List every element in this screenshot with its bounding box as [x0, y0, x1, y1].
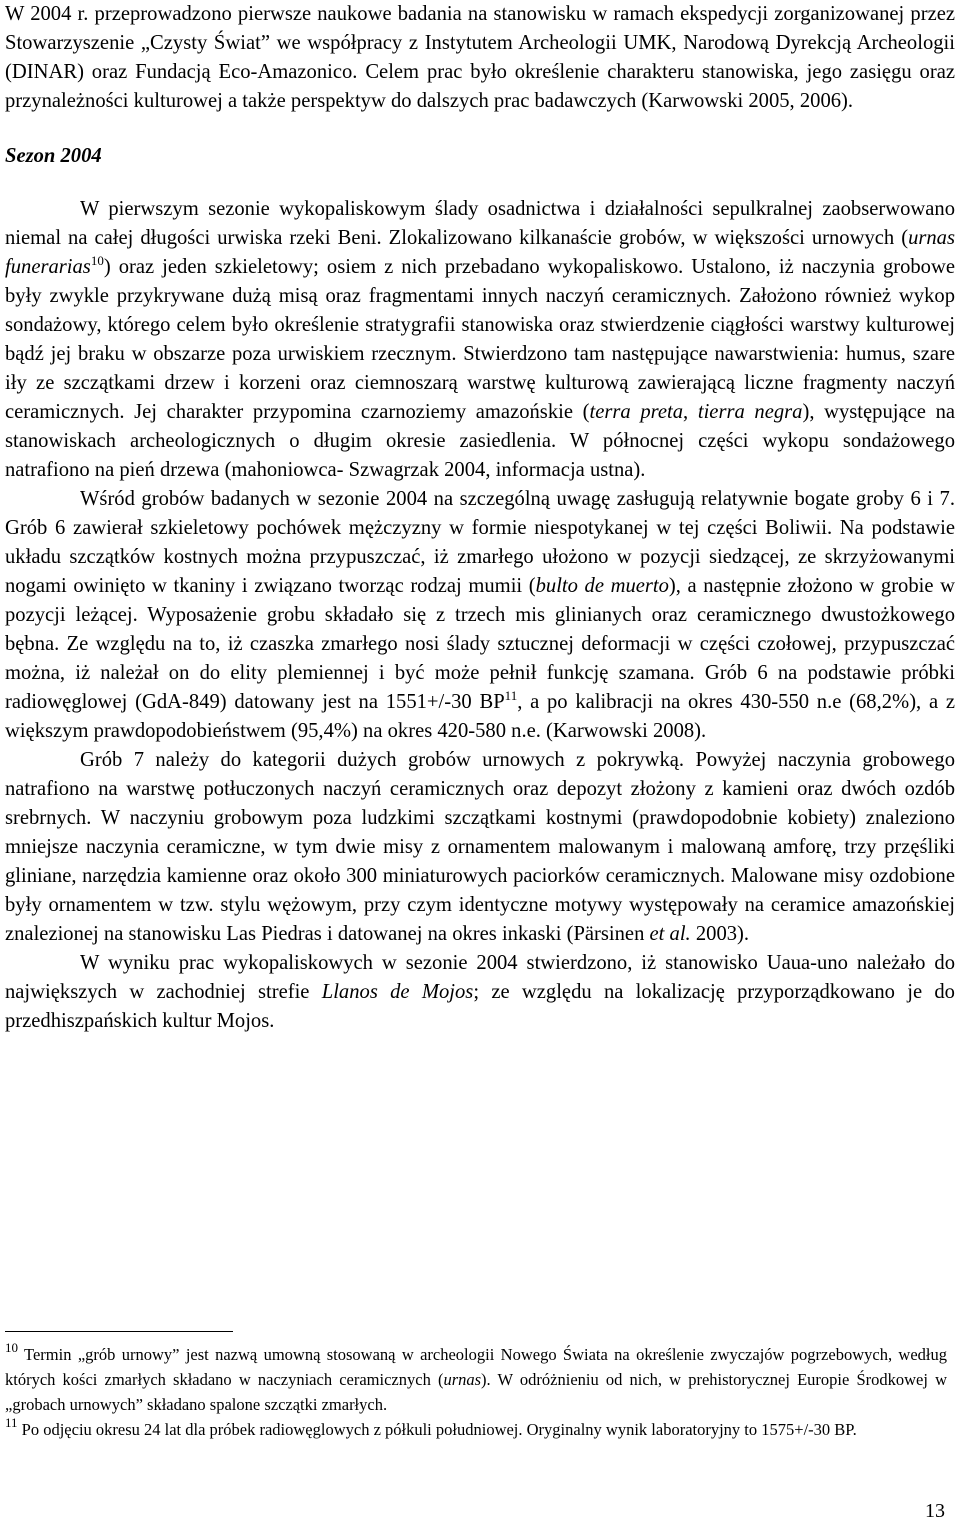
footnote-number: 11 [5, 1415, 18, 1430]
paragraph-grave-7 [5, 746, 955, 949]
text-run: ). W odróżnieniu od nich, w prehistorycznej Europie Środkowej w „grobach urnowych” składano spalone szczątki zmarłych. [5, 1370, 947, 1414]
text-run: 2003). [690, 923, 750, 945]
text-run: Termin „grób urnowy” jest nazwą umowną stosowaną w archeologii Nowego Świata na określenie zwyczajów pogrzebowych, według których kości zmarłych składano w naczyniach ceramicznych ( [5, 1345, 947, 1389]
text-run: Wśród grobów badanych w sezonie 2004 na szczególną uwagę zasługują relatywnie bogate groby 6 i 7. Grób 6 zawierał szkieletowy pochówek mężczyzny w formie niespotykanej w tej części Boliwii. Na podstawie układu szczątków kostnych można przypuszczać, iż zmarłego ułożono w pozycji siedzącej, ze skrzyżowanymi nogami owinięto w tkaniny i związano tworząc rodzaj mumii ( [5, 488, 955, 597]
text-run: ) oraz jeden szkieletowy; osiem z nich przebadano wykopaliskowo. Ustalono, iż naczynia grobowe były zwykle przykrywane dużą misą oraz fragmentami innych naczyń ceramicznych. Założono również wykop sondażowy, którego celem było określenie stratygrafii stanowiska oraz stwierdzenie ciągłości warstwy kulturowej bądź jej braku w obszarze poza urwiskiem rzecznym. Stwierdzono tam następujące nawarstwienia: humus, szare iły ze szczątkami drzew i korzeni oraz ciemnoszarą warstwę kulturową zawierającą liczne fragmenty naczyń ceramicznych. Jej charakter przypomina czarnoziemy amazońskie ( [5, 256, 955, 423]
paragraph-intro [5, 0, 955, 116]
footnotes [5, 1342, 947, 1442]
paragraph-grave-6 [5, 485, 955, 746]
paragraph-season-findings [5, 195, 955, 485]
text-run: , a po kalibracji na okres 430-550 n.e (68,2%), a z większym prawdopodobieństwem (95,4%) na okres 420-580 n.e. (Karwowski 2008). [5, 691, 955, 742]
text-run: ; ze względu na lokalizację przyporządkowano je do przedhiszpańskich kultur Mojos. [5, 981, 955, 1032]
footnote-ref-10[interactable]: 10 [90, 253, 104, 268]
page-number: 13 [925, 1500, 945, 1522]
text-run: ), a następnie złożono w grobie w pozycji leżącej. Wyposażenie grobu składało się z trzech mis glinianych oraz ceramicznego dwustożkowego bębna. Ze względu na to, iż czaszka zmarłego nosi ślady sztucznej deformacji w części czołowej, przypuszczać można, iż należał on do elity plemiennej i być może pełnił funkcję szamana. Grób 6 na podstawie próbki radiowęglowej (GdA-849) datowany jest na 1551+/-30 BP [5, 575, 955, 713]
text-run: W wyniku prac wykopaliskowych w sezonie 2004 stwierdzono, iż stanowisko Uaua-uno należało do największych w zachodniej strefie [5, 952, 955, 1003]
footnote-11 [5, 1417, 947, 1442]
italic-term: urnas funerarias [5, 227, 955, 278]
paragraph-intro-text: W 2004 r. przeprowadzono pierwsze naukowe badania na stanowisku w ramach ekspedycji zorganizowanej przez Stowarzyszenie „Czysty Świat” we współpracy z Instytutem Archeologii UMK, Narodową Dyrekcją Archeologii (DINAR) oraz Fundacją Eco-Amazonico. Celem prac było określenie charakteru stanowiska, jego zasięgu oraz przynależności kulturowej a także perspektyw do dalszych prac badawczych (Karwowski 2005, 2006). [5, 3, 955, 112]
document-page [5, 0, 955, 1036]
italic-term: et al. [649, 923, 691, 945]
footnote-10 [5, 1342, 947, 1417]
italic-term: tierra negra [697, 401, 803, 423]
footnote-separator [5, 1331, 233, 1332]
text-run: W pierwszym sezonie wykopaliskowym ślady osadnictwa i działalności sepulkralnej zaobserwowano niemal na całej długości urwiska rzeki Beni. Zlokalizowano kilkanaście grobów, w większości urnowych ( [5, 198, 955, 249]
text-run: Grób 7 należy do kategorii dużych grobów urnowych z pokrywką. Powyżej naczynia grobowego natrafiono na warstwę potłuczonych naczyń ceramicznych oraz depozyt złożony z kamieni oraz dwóch ozdób srebrnych. W naczyniu grobowym poza ludzkimi szczątkami kostnymi (prawdopodobnie kobiety) znaleziono mniejsze naczynia ceramiczne, w tym dwie misy z ornamentem malowanym i malowaną amforę, trzy przęśliki gliniane, narzędzia kamienne oraz około 300 miniaturowych paciorków ceramicznych. Malowane misy ozdobione były ornamentem w tzw. stylu wężowym, przy czym identyczne motywy występowały na ceramice amazońskiej znalezionej na stanowisku Las Piedras i datowanej na okres inkaski (Pärsinen [5, 749, 955, 945]
footnote-ref-11[interactable]: 11 [504, 688, 518, 703]
text-run: ), występujące na stanowiskach archeologicznych o długim okresie zasiedlenia. W północnej części wykopu sondażowego natrafiono na pień drzewa (mahoniowca- Szwagrzak 2004, informacja ustna). [5, 401, 956, 481]
text-run: Po odjęciu okresu 24 lat dla próbek radiowęglowych z półkuli południowej. Oryginalny wynik laboratoryjny to 1575+/-30 BP. [17, 1420, 857, 1439]
italic-term: terra preta [589, 401, 684, 423]
paragraph-conclusion [5, 949, 955, 1036]
footnote-number: 10 [5, 1340, 18, 1355]
italic-term: urnas [443, 1370, 482, 1389]
italic-term: bulto de muerto [535, 575, 669, 597]
section-heading: Sezon 2004 [5, 145, 102, 167]
italic-term: Llanos de Mojos [321, 981, 474, 1003]
text-run: , [683, 401, 698, 423]
